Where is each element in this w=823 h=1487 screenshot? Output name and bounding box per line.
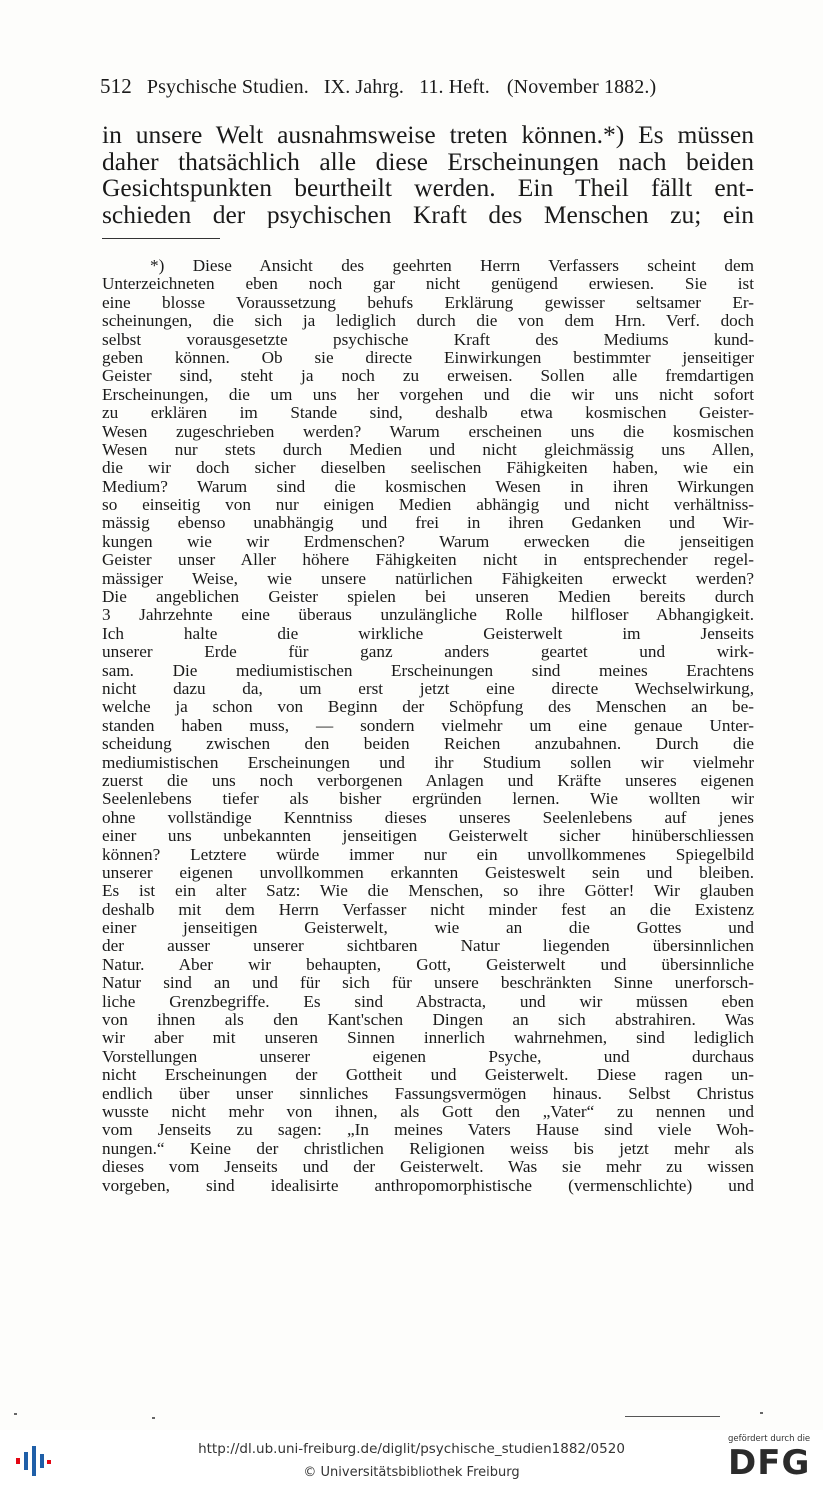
footnote-line: *) Diese Ansicht des geehrten Herrn Verfassers scheint dem	[150, 257, 754, 275]
dfg-caption: gefördert durch die	[728, 1434, 811, 1444]
document-url[interactable]: http://dl.ub.uni-freiburg.de/diglit/psychische_studien1882/0520	[198, 1441, 625, 1457]
footnote-line: von ihnen als den Kant'schen Dingen an sich abstrahiren. Was	[102, 1011, 754, 1030]
footnote-line: scheidung zwischen den beiden Reichen anzubahnen. Durch die	[102, 735, 754, 754]
journal-title: Psychische Studien.	[146, 76, 309, 98]
footnote-line: vom Jenseits zu sagen: „In meines Vaters Hause sind viele Woh-	[102, 1121, 754, 1140]
footnote-line: können? Letztere würde immer nur ein unvollkommenes Spiegelbild	[102, 845, 754, 864]
viewer-footer	[0, 1430, 823, 1487]
footnote-line: selbst vorausgesetzte psychische Kraft des Mediums kund-	[102, 330, 754, 349]
footnote-line: zuerst die uns noch verborgenen Anlagen und Kräfte unseres eigenen	[102, 771, 754, 790]
footnote-line: nicht Erscheinungen der Gottheit und Geisterwelt. Diese ragen un-	[102, 1066, 754, 1085]
footnote-line: einer jenseitigen Geisterwelt, wie an die Gottes und	[102, 919, 754, 938]
footnote-line: Wesen nur stets durch Medien und nicht gleichmässig uns Allen,	[102, 440, 754, 459]
footnote-line: Ich halte die wirkliche Geisterwelt im Jenseits	[102, 624, 754, 643]
footnote-line: Geister unser Aller höhere Fähigkeiten nicht in entsprechender regel-	[102, 551, 754, 570]
text-line: schieden der psychischen Kraft des Menschen zu; ein	[102, 201, 754, 228]
footnote-line: unserer eigenen unvollkommen erkannten Geisteswelt sein und bleiben.	[102, 863, 754, 882]
footnote-line: Vorstellungen unserer eigenen Psyche, und durchaus	[102, 1047, 754, 1066]
footnote-line: liche Grenzbegriffe. Es sind Abstracta, und wir müssen eben	[102, 992, 754, 1011]
footnote-line: wir aber mit unseren Sinnen innerlich wahrnehmen, sind lediglich	[102, 1029, 754, 1048]
footnote-line: 3 Jahrzehnte eine überaus unzulängliche Rolle hilfloser Abhangigkeit.	[102, 606, 754, 625]
dfg-logo-icon[interactable]	[728, 1434, 816, 1484]
footnote-line: einer uns unbekannten jenseitigen Geisterwelt sicher hinüberschliessen	[102, 827, 754, 846]
footnote-line: mässig ebenso unabhängig und frei in ihren Gedanken und Wir-	[102, 514, 754, 533]
footnote-line: der ausser unserer sichtbaren Natur liegenden übersinnlichen	[102, 937, 754, 956]
copyright-notice: © Universitätsbibliothek Freiburg	[303, 1465, 520, 1480]
footnote-line: kungen wie wir Erdmenschen? Warum erwecken die jenseitigen	[102, 532, 754, 551]
footnote-line: endlich über unser sinnliches Fassungsvermögen hinaus. Selbst Christus	[102, 1084, 754, 1103]
footnote-line: Die angeblichen Geister spielen bei unseren Medien bereits durch	[102, 588, 754, 607]
footnote-line: die wir doch sicher dieselben seelischen Fähigkeiten haben, wie ein	[102, 459, 754, 478]
scan-speck	[14, 1413, 17, 1415]
footnote-line: Natur. Aber wir behaupten, Gott, Geisterwelt und übersinnliche	[102, 955, 754, 974]
footnote-line: welche ja schon von Beginn der Schöpfung des Menschen an be-	[102, 698, 754, 717]
footnote-line: vorgeben, sind idealisirte anthropomorphistische (vermenschlichte) und	[102, 1176, 754, 1195]
footnote-line: ohne vollständige Kenntniss dieses unseres Seelenlebens auf jenes	[102, 808, 754, 827]
footnote-line: so einseitig von nur einigen Medien abhängig und nicht verhältniss-	[102, 496, 754, 515]
footnote-line: nungen.“ Keine der christlichen Religionen weiss bis jetzt mehr als	[102, 1139, 754, 1158]
footnote-line: Medium? Warum sind die kosmischen Wesen in ihren Wirkungen	[102, 477, 754, 496]
issue-date: (November 1882.)	[506, 76, 657, 98]
footnote-line: geben können. Ob sie directe Einwirkungen bestimmter jenseitiger	[102, 348, 754, 367]
footnote-line: scheinungen, die sich ja lediglich durch die von dem Hrn. Verf. doch	[102, 312, 754, 331]
footnote-line: Wesen zugeschrieben werden? Warum erscheinen uns die kosmischen	[102, 422, 754, 441]
footnote-line: mediumistischen Erscheinungen und ihr Studium sollen wir vielmehr	[102, 753, 754, 772]
page-number: 512	[100, 74, 132, 98]
footnote-line: Geister sind, steht ja noch zu erweisen. Sollen alle fremdartigen	[102, 367, 754, 386]
footnote-line: zu erklären im Stande sind, deshalb etwa kosmischen Geister-	[102, 404, 754, 423]
footnote-line: Unterzeichneten eben noch gar nicht genügend erwiesen. Sie ist	[102, 275, 754, 294]
bottom-rule	[625, 1416, 720, 1417]
footnote-line: wusste nicht mehr von ihnen, als Gott den „Vater“ zu nennen und	[102, 1102, 754, 1121]
scan-speck	[152, 1417, 155, 1419]
dfg-mark: DFG	[728, 1443, 811, 1483]
running-header	[100, 74, 760, 99]
footnote-line: deshalb mit dem Herrn Verfasser nicht minder fest an die Existenz	[102, 900, 754, 919]
footnote-line: Seelenlebens tiefer als bisher ergründen lernen. Wie wollten wir	[102, 790, 754, 809]
footnote-line: nicht dazu da, um erst jetzt eine directe Wechselwirkung,	[102, 679, 754, 698]
scan-speck	[760, 1412, 763, 1414]
footnote-line: standen haben muss, — sondern vielmehr um eine genaue Unter-	[102, 716, 754, 735]
footnote-line: Natur sind an und für sich für unsere beschränkten Sinne unerforsch-	[102, 974, 754, 993]
footnote-line: mässiger Weise, wie unsere natürlichen Fähigkeiten erweckt werden?	[102, 569, 754, 588]
footnote-line: sam. Die mediumistischen Erscheinungen sind meines Erachtens	[102, 661, 754, 680]
volume-year: IX. Jahrg.	[323, 76, 404, 98]
issue-number: 11. Heft.	[419, 76, 490, 98]
main-text	[102, 122, 754, 228]
footnote-line: eine blosse Voraussetzung behufs Erklärung gewisser seltsamer Er-	[102, 293, 754, 312]
text-line: daher thatsächlich alle diese Erscheinungen nach beiden	[102, 148, 754, 175]
text-line: Gesichtspunkten beurtheilt werden. Ein Theil fällt ent-	[102, 175, 754, 202]
footnote-line: Es ist ein alter Satz: Wie die Menschen, so ihre Götter! Wir glauben	[102, 882, 754, 901]
footnote-line: dieses vom Jenseits und der Geisterwelt. Was sie mehr zu wissen	[102, 1158, 754, 1177]
text-line: in unsere Welt ausnahmsweise treten können.*) Es müssen	[102, 122, 754, 149]
footnote-line: unserer Erde für ganz anders geartet und wirk-	[102, 643, 754, 662]
footnote	[102, 257, 754, 1195]
footnote-line: Erscheinungen, die um uns her vorgehen und die wir uns nicht sofort	[102, 385, 754, 404]
footnote-divider	[102, 238, 220, 239]
